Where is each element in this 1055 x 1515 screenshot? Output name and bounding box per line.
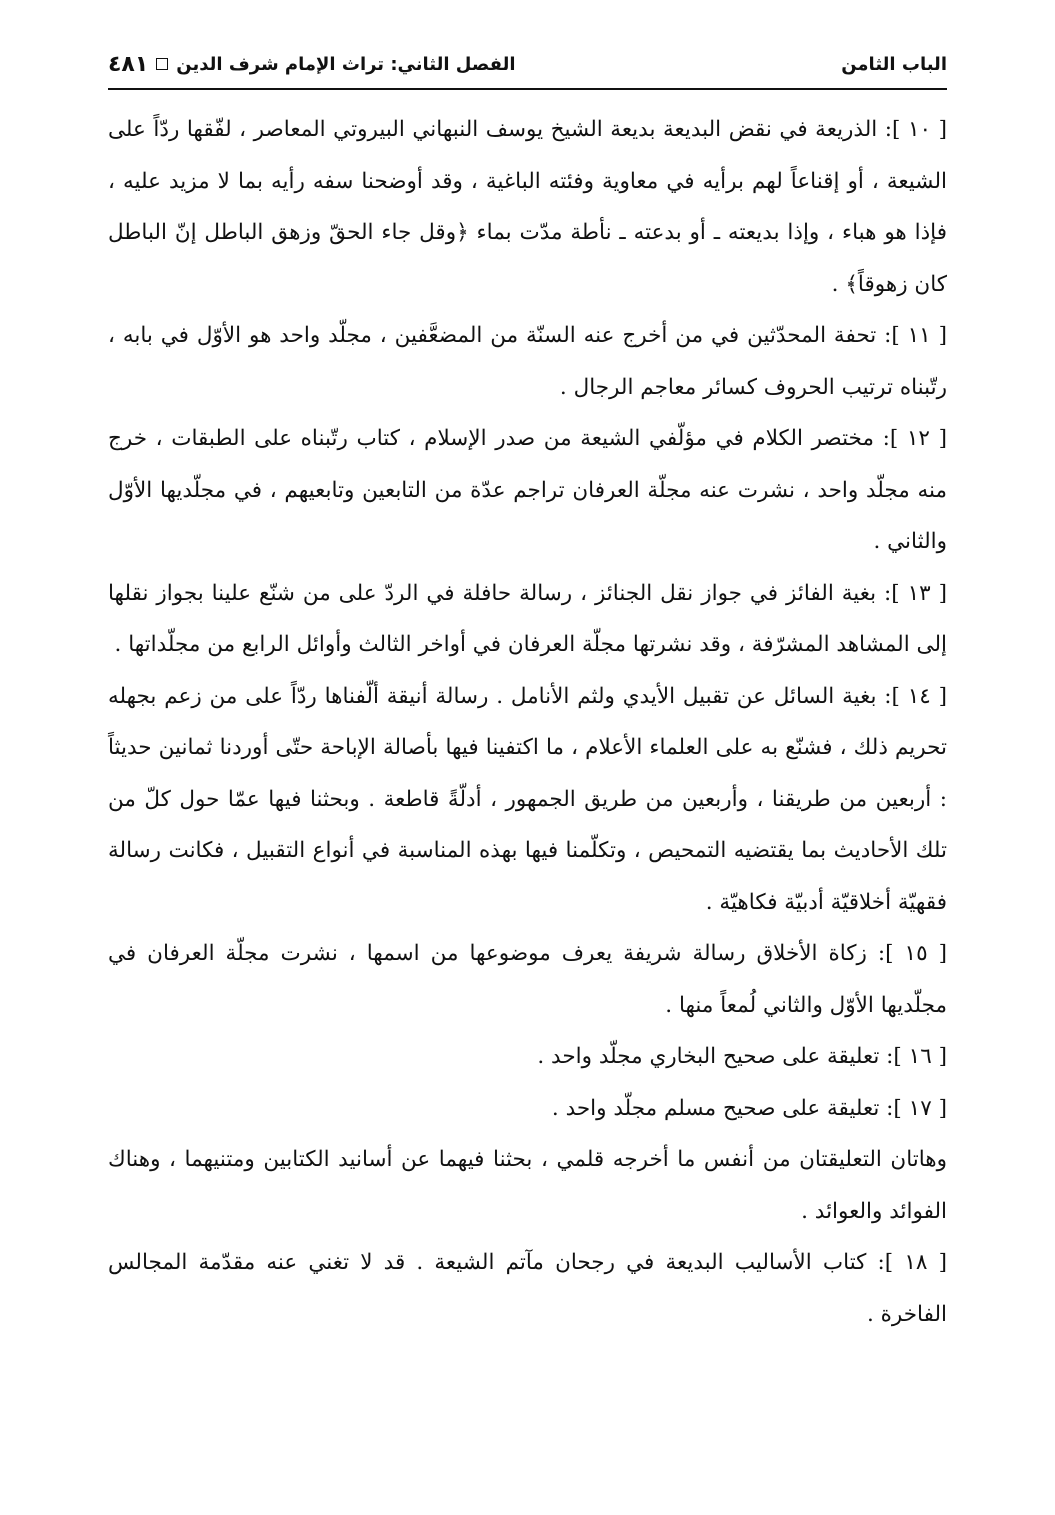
paragraph-item-11: [ ١١ ]: تحفة المحدّثين في من أخرج عنه السنّة من المضعَّفين ، مجلّد واحد هو الأوّل في بابه ، رتّبناه ترتيب الحروف كسائر معاجم الرجال . <box>108 323 947 400</box>
paragraph-item-14: [ ١٤ ]: بغية السائل عن تقبيل الأيدي ولثم الأنامل . رسالة أنيقة ألّفناها ردّاً على من زعم بجهله تحريم ذلك ، فشنّع به على العلماء الأعلام ، ما اكتفينا فيها بأصالة الإباحة حتّى أوردنا ثمانين حديثاً : أربعين من طريقنا ، وأربعين من طريق الجمهور ، أدلّةً قاطعة . وبحثنا فيها عمّا حول كلّ من تلك الأحاديث بما يقتضيه التمحيص ، وتكلّمنا فيها بهذه المناسبة في أنواع التقبيل ، فكانت رسالة فقهيّة أخلاقيّة أدبيّة فكاهيّة . <box>108 683 948 915</box>
paragraph-item-15: [ ١٥ ]: زكاة الأخلاق رسالة شريفة يعرف موضوعها من اسمها ، نشرت مجلّة العرفان في مجلّديها الأوّل والثاني لُمعاً منها . <box>108 941 947 1018</box>
section-title: الفصل الثاني: تراث الإمام شرف الدين <box>176 53 516 75</box>
chapter-title: الباب الثامن <box>841 53 947 75</box>
paragraph-item-12: [ ١٢ ]: مختصر الكلام في مؤلّفي الشيعة من صدر الإسلام ، كتاب رتّبناه على الطبقات ، خرج منه مجلّد واحد ، نشرت عنه مجلّة العرفان تراجم عدّة من التابعين وتابعيهم ، في مجلّديها الأوّل والثاني . <box>108 426 947 554</box>
paragraph-item-16: [ ١٦ ]: تعليقة على صحيح البخاري مجلّد واحد . <box>537 1044 947 1069</box>
paragraph-item-18: [ ١٨ ]: كتاب الأساليب البديعة في رجحان مآتم الشيعة . قد لا تغني عنه مقدّمة المجالس الفاخرة . <box>108 1250 947 1327</box>
paragraph-item-10: [ ١٠ ]: الذريعة في نقض البديعة بديعة الشيخ يوسف النبهاني البيروتي المعاصر ، لفّقها ردّاً على الشيعة ، أو إقناعاً لهم برأيه في معاوية وفئته الباغية ، وقد أوضحنا سفه رأيه بما لا مزيد عليه ، فإذا هو هباء ، وإذا بديعته ـ أو بدعته ـ نأطة مدّت بماء ﴿وقل جاء الحقّ وزهق الباطل إنّ الباطل كان زهوقاً﴾ . <box>108 117 947 297</box>
paragraph-item-13: [ ١٣ ]: بغية الفائز في جواز نقل الجنائز ، رسالة حافلة في الردّ على من شنّع علينا بجواز نقلها إلى المشاهد المشرّفة ، وقد نشرتها مجلّة العرفان في أواخر الثالث وأوائل الرابع من مجلّداتها . <box>108 580 947 657</box>
page-body <box>108 104 947 1340</box>
page-number: ٤٨١ <box>108 51 149 77</box>
header-left-group <box>108 52 516 77</box>
running-header <box>108 40 947 90</box>
square-separator-icon <box>156 58 168 70</box>
paragraph-commentary: وهاتان التعليقتان من أنفس ما أخرجه قلمي ، بحثنا فيهما عن أسانيد الكتابين ومتنيهما ، وهناك الفوائد والعوائد . <box>108 1147 947 1224</box>
paragraph-item-17: [ ١٧ ]: تعليقة على صحيح مسلم مجلّد واحد . <box>551 1095 947 1121</box>
